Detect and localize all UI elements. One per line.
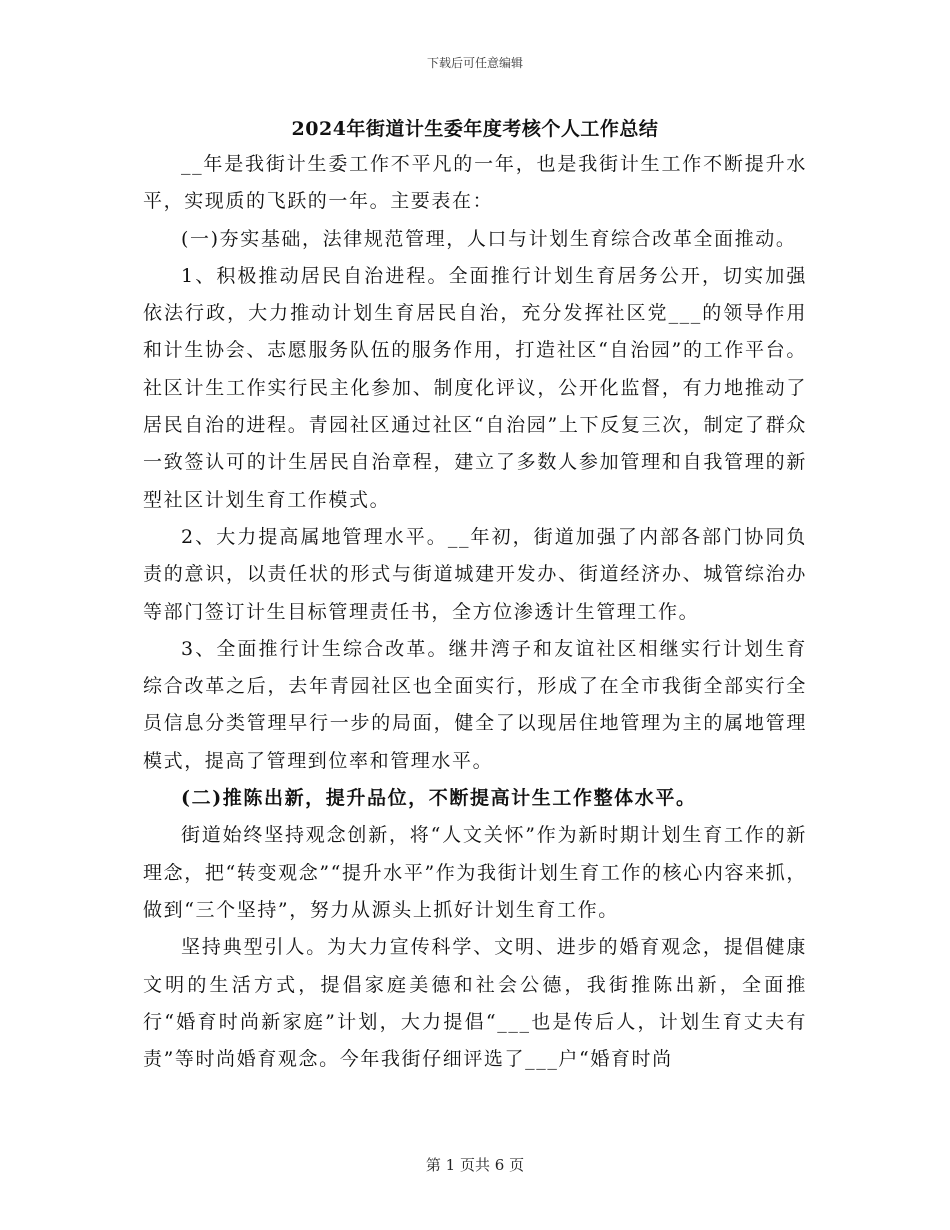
page-header: 下载后可任意编辑 (426, 56, 523, 70)
paragraph-item-3: 3、全面推行计生综合改革。继井湾子和友谊社区相继实行计划生育综合改革之后，去年青园社区也全面实行，形成了在全市我街全部实行全员信息分类管理早行一步的局面，健全了以现居住地管理为主的属地管理模式，提高了管理到位率和管理水平。 (143, 637, 807, 772)
page-footer: 第 1 页共 6 页 (425, 1156, 525, 1174)
paragraph-model: 坚持典型引人。为大力宣传科学、文明、进步的婚育观念，提倡健康文明的生活方式，提倡家庭美德和社会公德，我街推陈出新，全面推行“婚育时尚新家庭”计划，大力提倡“___也是传后人，计划生育丈夫有责”等时尚婚育观念。今年我街仔细评选了___户“婚育时尚 (143, 936, 807, 1071)
section-heading-1: (一)夯实基础，法律规范管理，人口与计划生育综合改革全面推动。 (181, 227, 797, 250)
document-title: 2024年街道计生委年度考核个人工作总结 (291, 118, 659, 140)
paragraph-item-1: 1、积极推动居民自治进程。全面推行计划生育居务公开，切实加强依法行政，大力推动计划生育居民自治，充分发挥社区党___的领导作用和计生协会、志愿服务队伍的服务作用，打造社区“自治园”的工作平台。社区计生工作实行民主化参加、制度化评议，公开化监督，有力地推动了居民自治的进程。青园社区通过社区“自治园”上下反复三次，制定了群众一致签认可的计生居民自治章程，建立了多数人参加管理和自我管理的新型社区计划生育工作模式。 (143, 264, 807, 511)
section-heading-2: (二)推陈出新，提升品位，不断提高计生工作整体水平。 (181, 787, 697, 810)
paragraph-intro: __年是我街计生委工作不平凡的一年，也是我街计生工作不断提升水平，实现质的飞跃的一年。主要表在： (143, 153, 807, 213)
document-body (143, 146, 807, 1078)
paragraph-concept: 街道始终坚持观念创新，将“人文关怀”作为新时期计划生育工作的新理念，把“转变观念”“提升水平”作为我街计划生育工作的核心内容来抓，做到“三个坚持”，努力从源头上抓好计划生育工作。 (143, 824, 807, 921)
paragraph-item-2: 2、大力提高属地管理水平。__年初，街道加强了内部各部门协同负责的意识，以责任状的形式与街道城建开发办、街道经济办、城管综治办等部门签订计生目标管理责任书，全方位渗透计生管理工作。 (143, 525, 807, 623)
